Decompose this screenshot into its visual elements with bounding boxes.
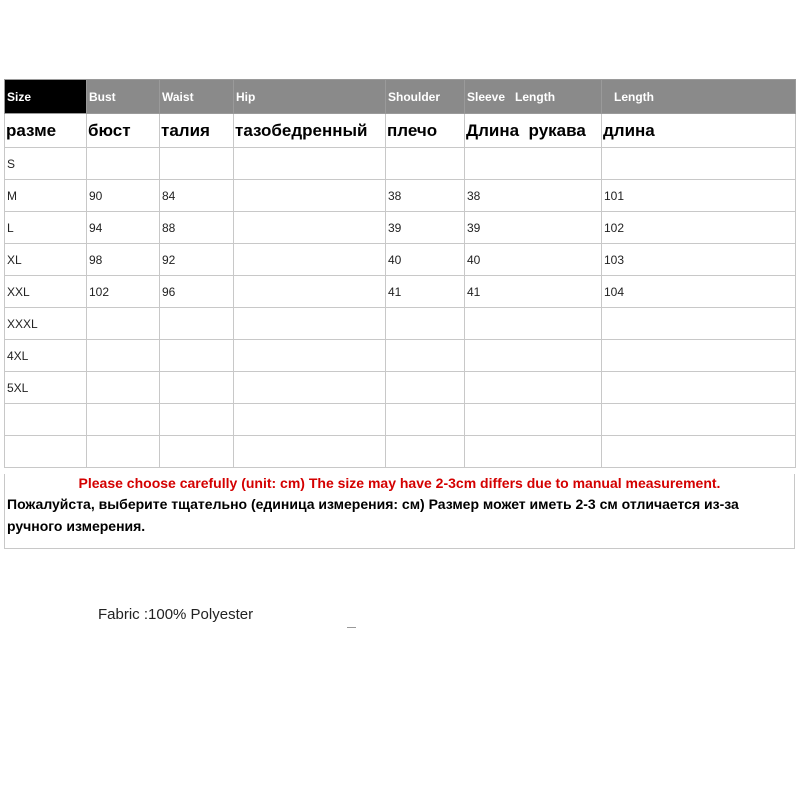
table-row-cell: 103	[602, 244, 796, 276]
size-note	[4, 474, 795, 549]
header-row-en-cell: Sleeve Length	[465, 80, 602, 114]
table-row-cell	[5, 404, 87, 436]
table-row-cell	[160, 308, 234, 340]
table-row-cell	[87, 340, 160, 372]
table-row-cell: 102	[602, 212, 796, 244]
table-row-cell: 38	[465, 180, 602, 212]
table-row-cell	[160, 404, 234, 436]
table-row-cell	[160, 372, 234, 404]
table-row-cell	[87, 372, 160, 404]
table-row-cell: 84	[160, 180, 234, 212]
table-row-cell: XL	[5, 244, 87, 276]
table-row-cell	[602, 372, 796, 404]
table-row-cell: 92	[160, 244, 234, 276]
table-row-cell	[386, 148, 465, 180]
table-row-cell	[234, 276, 386, 308]
table-row-cell	[234, 148, 386, 180]
table-row-cell	[234, 340, 386, 372]
table-row-cell	[87, 148, 160, 180]
table-row-cell: 88	[160, 212, 234, 244]
table-row-cell	[5, 436, 87, 468]
header-row-ru-cell: длина	[602, 114, 796, 148]
table-row-cell	[602, 436, 796, 468]
table-row-cell: 4XL	[5, 340, 87, 372]
table-row-cell: 101	[602, 180, 796, 212]
header-row-ru-cell: тазобедренный	[234, 114, 386, 148]
table-row-cell	[465, 340, 602, 372]
table-row-cell: 96	[160, 276, 234, 308]
note-russian: Пожалуйста, выберите тщательно (единица измерения: см) Размер может иметь 2-3 см отличается из-за ручного измерения.	[7, 496, 739, 534]
table-row-cell	[465, 148, 602, 180]
header-row-en-cell: Waist	[160, 80, 234, 114]
table-row-cell	[602, 340, 796, 372]
table-row-cell	[234, 180, 386, 212]
table-row-cell	[465, 404, 602, 436]
header-row-en-cell: Bust	[87, 80, 160, 114]
table-row-cell: 102	[87, 276, 160, 308]
table-row-cell	[234, 372, 386, 404]
table-row-cell	[386, 308, 465, 340]
table-row-cell: 5XL	[5, 372, 87, 404]
header-row-en-cell: Size	[5, 80, 87, 114]
table-row	[5, 436, 796, 468]
header-row-en-cell: Hip	[234, 80, 386, 114]
table-row-cell: 39	[465, 212, 602, 244]
fabric-info: Fabric :100% Polyester	[98, 606, 254, 623]
table-row	[5, 372, 796, 404]
table-row	[5, 340, 796, 372]
table-row-cell	[87, 436, 160, 468]
table-row-cell: L	[5, 212, 87, 244]
header-row-ru	[5, 114, 796, 148]
table-row-cell: XXL	[5, 276, 87, 308]
table-row-cell: 39	[386, 212, 465, 244]
table-row	[5, 308, 796, 340]
size-table	[4, 79, 796, 468]
table-row-cell: XXXL	[5, 308, 87, 340]
table-row-cell	[386, 372, 465, 404]
table-row-cell: 41	[465, 276, 602, 308]
table-row-cell	[465, 308, 602, 340]
table-row-cell	[602, 404, 796, 436]
header-row-ru-cell: талия	[160, 114, 234, 148]
table-row-cell	[234, 404, 386, 436]
table-row-cell: 38	[386, 180, 465, 212]
table-row-cell	[386, 436, 465, 468]
table-row-cell: 98	[87, 244, 160, 276]
table-row-cell	[234, 212, 386, 244]
table-row	[5, 212, 796, 244]
table-row-cell	[87, 404, 160, 436]
size-table-body	[5, 80, 796, 468]
header-row-en-cell: Length	[602, 80, 796, 114]
header-row-ru-cell: плечо	[386, 114, 465, 148]
table-row	[5, 148, 796, 180]
table-row-cell	[602, 148, 796, 180]
table-row-cell	[160, 436, 234, 468]
header-row-en	[5, 80, 796, 114]
table-row-cell	[465, 372, 602, 404]
table-row-cell	[386, 340, 465, 372]
table-row-cell	[465, 436, 602, 468]
size-chart	[4, 79, 795, 549]
header-row-ru-cell: Длина рукава	[465, 114, 602, 148]
table-row-cell: M	[5, 180, 87, 212]
table-row-cell	[87, 308, 160, 340]
table-row	[5, 180, 796, 212]
note-english: Please choose carefully (unit: cm) The size may have 2-3cm differs due to manual measurement.	[78, 475, 721, 491]
table-row-cell: 90	[87, 180, 160, 212]
table-row	[5, 244, 796, 276]
table-row-cell: S	[5, 148, 87, 180]
table-row-cell	[160, 340, 234, 372]
header-row-en-cell: Shoulder	[386, 80, 465, 114]
table-row-cell	[602, 308, 796, 340]
table-row-cell: 94	[87, 212, 160, 244]
table-row	[5, 276, 796, 308]
header-row-ru-cell: бюст	[87, 114, 160, 148]
table-row-cell	[234, 436, 386, 468]
table-row	[5, 404, 796, 436]
table-row-cell	[234, 308, 386, 340]
table-row-cell	[160, 148, 234, 180]
header-row-ru-cell: разме	[5, 114, 87, 148]
table-row-cell: 40	[465, 244, 602, 276]
table-row-cell: 104	[602, 276, 796, 308]
table-row-cell: 40	[386, 244, 465, 276]
divider	[347, 627, 356, 628]
table-row-cell	[386, 404, 465, 436]
table-row-cell	[234, 244, 386, 276]
table-row-cell: 41	[386, 276, 465, 308]
